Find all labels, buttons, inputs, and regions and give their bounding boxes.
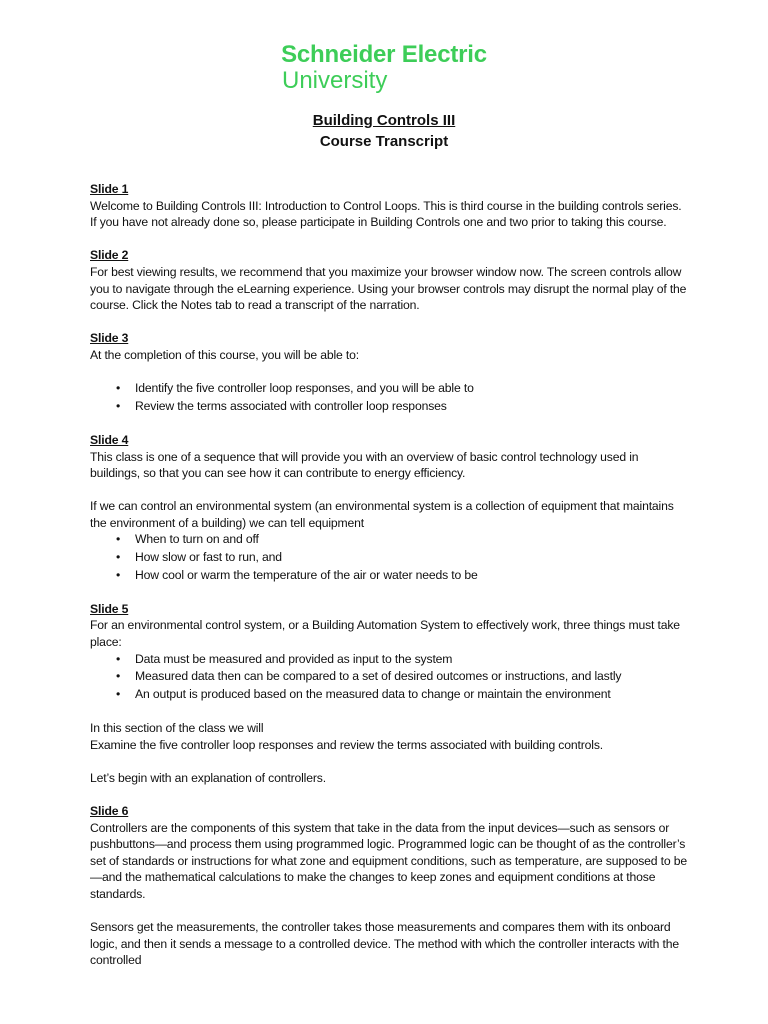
slide-1-text: Welcome to Building Controls III: Introduction to Control Loops. This is third course in the building controls series. If you have not already done so, please participate in Building Controls one and two prior to taking this course. [90,198,682,230]
list-item: • Data must be measured and provided as input to the system [90,651,690,668]
slide-4-text-2: If we can control an environmental system (an environmental system is a collection of equipment that maintains the environment of a building) we can tell equipment [90,499,674,530]
slide-6-text-1: Controllers are the components of this system that take in the data from the input devices—such as sensors or pushbuttons—and process them using programmed logic. Programmed logic can be thought of as the controller’s set of standards or instructions for what zone and equipment conditions, such as temperature, are supposed to be—and the mathematical calculations to make the changes to keep zones and equipment conditions at those standards. [90,820,687,901]
slide-2-heading: Slide 2 [90,248,129,263]
slide-4-heading: Slide 4 [90,432,129,447]
list-item: • Measured data then can be compared to a set of desired outcomes or instructions, and lastly [90,668,690,685]
list-item: • An output is produced based on the measured data to change or maintain the environment [90,686,690,703]
list-item: • Review the terms associated with controller loop responses [90,398,690,415]
transcript-body [90,181,690,969]
logo-university: University [282,67,388,94]
slide-6-heading: Slide 6 [90,803,129,818]
slide-4-bullets [90,531,690,583]
schneider-logo [0,42,768,94]
slide-1-heading: Slide 1 [90,182,129,196]
slide-6-text-2: Sensors get the measurements, the controller takes those measurements and compares them with its onboard logic, and then it sends a message to a controlled device. The method with which the controller interacts with the controlled [90,920,679,968]
course-title: Building Controls III [312,112,456,129]
list-item: • How slow or fast to run, and [90,549,690,566]
list-item: • When to turn on and off [90,531,690,548]
slide-5-bullets [90,651,690,703]
logo-brand: Schneider Electric [281,41,487,68]
slide-5-text-1: For an environmental control system, or a Building Automation System to effectively work, three things must take place: [90,618,680,650]
slide-2-text: For best viewing results, we recommend that you maximize your browser window now. The screen controls allow you to navigate through the eLearning experience. Using your browser controls may disrupt the normal play of the course. Click the Notes tab to read a transcript of the narration. [90,264,687,313]
slide-5-text-2: In this section of the class we will [90,721,264,735]
slide-3-bullets [90,380,690,414]
slide-5-text-3: Examine the five controller loop responses and review the terms associated with building controls. [90,737,604,752]
slide-4-text-1: This class is one of a sequence that will provide you with an overview of basic control technology used in buildings, so that you can see how it can contribute to energy efficiency. [90,449,639,481]
slide-5-heading: Slide 5 [90,601,129,616]
list-item: • How cool or warm the temperature of the air or water needs to be [90,567,690,584]
slide-5-text-4: Let’s begin with an explanation of controllers. [90,770,326,785]
document-title [0,110,768,152]
course-subtitle: Course Transcript [319,133,449,150]
slide-3-heading: Slide 3 [90,331,129,346]
list-item: • Identify the five controller loop responses, and you will be able to [90,380,690,397]
slide-3-text: At the completion of this course, you will be able to: [90,347,359,362]
